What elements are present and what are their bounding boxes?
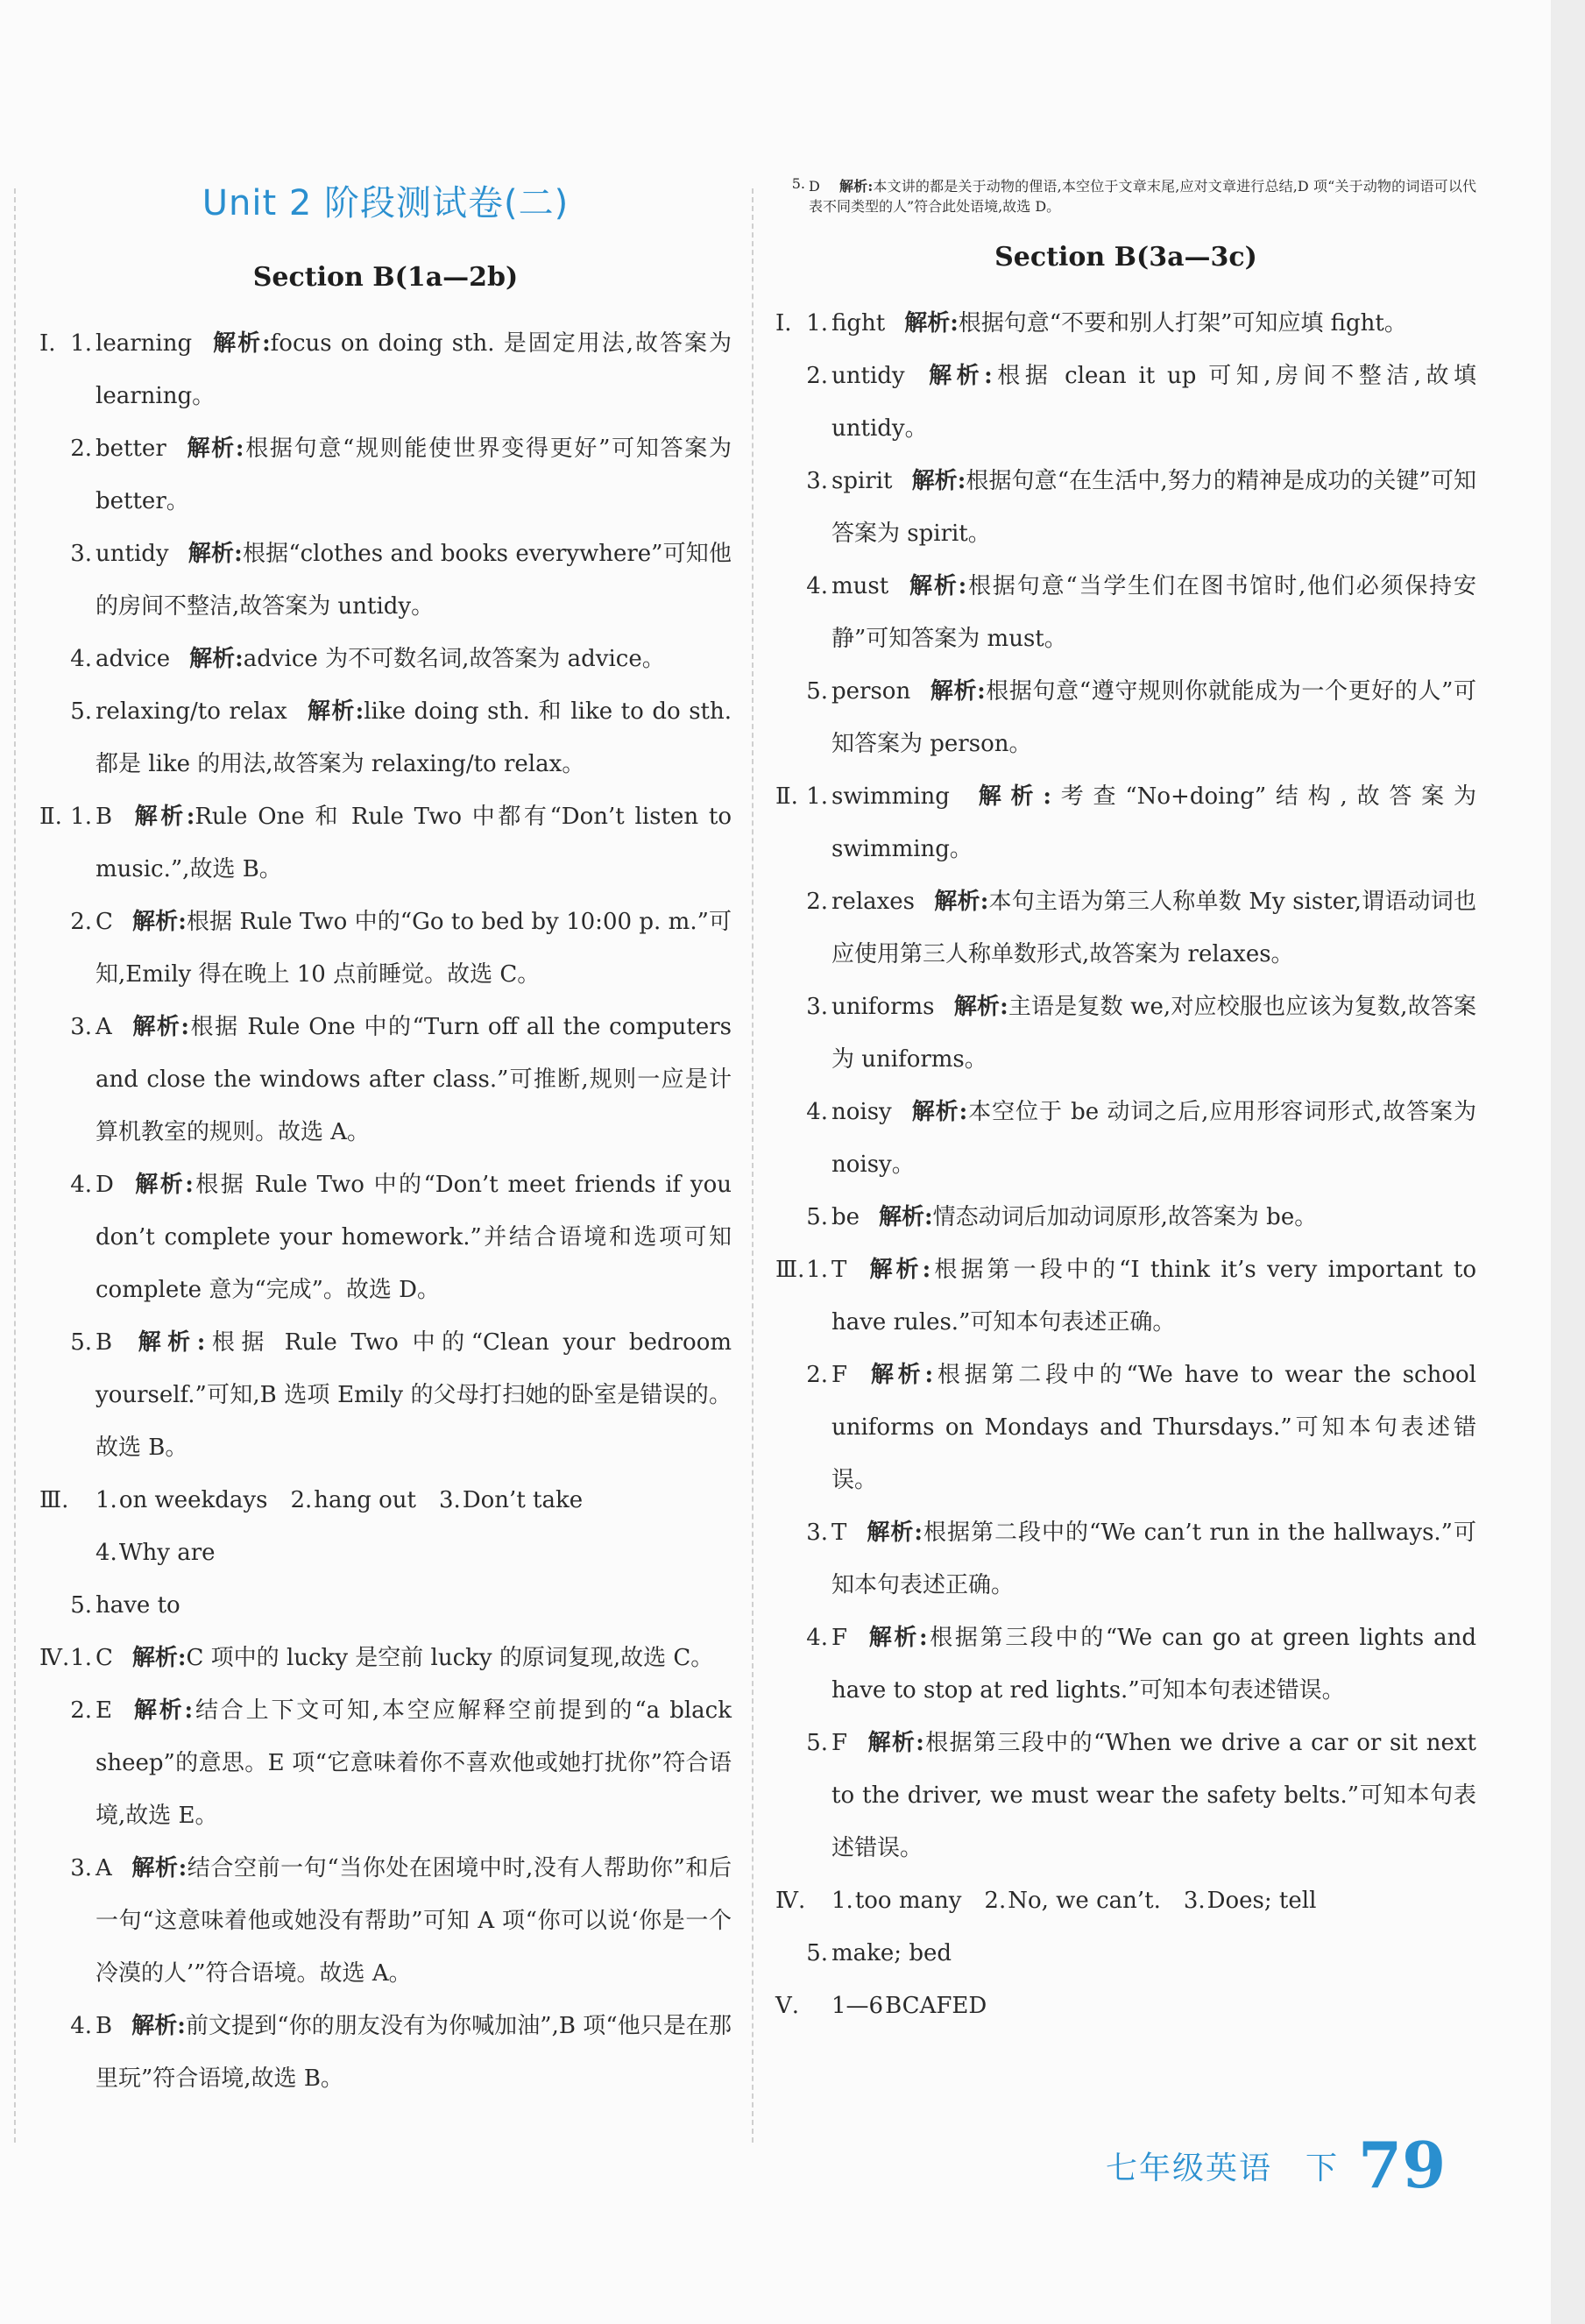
answer: Don’t take <box>462 1487 584 1513</box>
answer: learning <box>96 330 193 357</box>
item-number: 4. <box>70 646 92 672</box>
analysis-label: 解析: <box>867 1362 934 1388</box>
group-items <box>62 1632 732 2105</box>
analysis-label: 解析: <box>911 468 966 494</box>
analysis-text: 本文讲的都是关于动物的俚语,本空位于文章末尾,应对文章进行总结,D 项“关于动物的词语可以代表不同类型的人”符合此处语境,故选 D。 <box>809 178 1476 215</box>
right-continued-answers <box>775 175 1476 216</box>
item-number: 5. <box>806 1204 828 1230</box>
item-content <box>831 1612 1476 1717</box>
group-roman-numeral: Ⅴ. <box>775 1993 800 2019</box>
question-group <box>39 317 732 790</box>
analysis-label: 解析: <box>930 678 986 705</box>
answer-item <box>62 1316 732 1474</box>
question-group <box>775 770 1476 1243</box>
answer-item <box>798 1717 1476 1874</box>
analysis-label: 解析: <box>185 436 244 462</box>
item-content <box>96 528 732 633</box>
item-number: 1—6 <box>831 1993 884 2019</box>
analysis-label: 解析: <box>211 330 271 357</box>
answer-item <box>798 1927 1476 1980</box>
item-content <box>96 1001 732 1158</box>
item-number: 2. <box>806 1362 828 1388</box>
answer: must <box>831 573 889 599</box>
inline-answers <box>96 1474 732 1579</box>
answer: BCAFED <box>885 1993 987 2019</box>
analysis-label: 解析: <box>968 783 1051 810</box>
item-content <box>831 1086 1476 1191</box>
answer: Why are <box>118 1540 216 1566</box>
item-content <box>831 1717 1476 1874</box>
item-number: 1. <box>70 330 92 357</box>
answer-item <box>798 455 1476 560</box>
item-content <box>831 1506 1476 1612</box>
page-footer <box>1106 2128 1447 2202</box>
left-column <box>39 167 732 2105</box>
item-content <box>831 770 1476 875</box>
group-roman-numeral: Ⅱ. <box>39 804 62 830</box>
answer: B <box>96 1329 113 1356</box>
answer: untidy <box>831 363 905 389</box>
item-content <box>96 1316 732 1474</box>
analysis-label: 解析: <box>188 541 243 567</box>
answer-item <box>62 1158 732 1316</box>
answer: B <box>96 804 113 830</box>
line-spacer <box>62 1474 96 1579</box>
group-items <box>798 770 1476 1243</box>
answer: better <box>96 436 166 462</box>
analysis-text: 根据句意“不要和别人打架”可知应填 fight。 <box>958 310 1407 337</box>
answer-item <box>798 875 1476 981</box>
item-content <box>809 175 1476 216</box>
analysis-text: 根据 Rule One 中的“Turn off all the computers and close the windows after class.”可推断,规则一应是计算机教室的规则。故选 A。 <box>96 1014 732 1145</box>
answer-item <box>798 981 1476 1086</box>
left-margin-divider <box>14 188 16 2143</box>
item-number: 1. <box>806 783 828 810</box>
item-content <box>96 633 732 685</box>
item-number: 1. <box>70 804 92 830</box>
answer: person <box>831 678 911 705</box>
analysis-label: 解析: <box>131 909 187 935</box>
item-number: 1. <box>70 1645 92 1671</box>
group-items <box>62 790 732 1474</box>
analysis-text: advice 为不可数名词,故答案为 advice。 <box>243 646 665 672</box>
answer-item <box>798 665 1476 770</box>
analysis-label: 解析: <box>131 2013 186 2039</box>
item-number: 3. <box>1183 1888 1206 1914</box>
line-spacer <box>798 1980 831 2032</box>
analysis-label: 解析: <box>908 573 967 599</box>
item-content <box>831 560 1476 665</box>
answer: relaxes <box>831 889 916 915</box>
item-number: 2. <box>70 909 92 935</box>
answer-item <box>798 1349 1476 1506</box>
analysis-text: 根据第二段中的“We can’t run in the hallways.”可知本句表述正确。 <box>831 1520 1476 1598</box>
analysis-text: like doing sth. 和 like to do sth. 都是 like 的用法,故答案为 relaxing/to relax。 <box>96 698 732 777</box>
section-title-3a-3c: Section B(3a—3c) <box>994 242 1257 273</box>
inline-answer <box>1184 1874 1317 1927</box>
group-roman-numeral: Ⅰ. <box>39 330 56 357</box>
group-items <box>62 1474 732 1632</box>
answer: hang out <box>314 1487 416 1513</box>
item-number: 1. <box>806 1257 828 1283</box>
answer: have to <box>96 1592 180 1619</box>
answer: D <box>809 178 820 195</box>
answer-item <box>62 2000 732 2105</box>
item-content <box>96 1158 732 1316</box>
analysis-label: 解析: <box>132 1172 194 1198</box>
item-content <box>831 1191 1476 1243</box>
analysis-text: 根据 Rule Two 中的“Don’t meet friends if you don’t complete your homework.”并结合语境和选项可知 complete 意为“完成”。故选 D。 <box>96 1172 732 1303</box>
group-roman-numeral: Ⅲ. <box>39 1487 69 1513</box>
inline-answer <box>831 1980 987 2032</box>
item-number: 2. <box>806 363 828 389</box>
answer: too many <box>854 1888 962 1914</box>
inline-answers <box>831 1874 1476 1927</box>
analysis-label: 解析: <box>953 994 1008 1020</box>
right-answer-groups <box>775 297 1476 2032</box>
item-content <box>96 317 732 422</box>
analysis-label: 解析: <box>867 1625 928 1651</box>
answer: swimming <box>831 783 950 810</box>
analysis-label: 解析: <box>131 1645 187 1671</box>
analysis-text: 根据第三段中的“We can go at green lights and have to stop at red lights.”可知本句表述错误。 <box>831 1625 1476 1704</box>
unit-title: Unit 2 阶段测试卷(二) <box>202 183 570 223</box>
answer: T <box>831 1520 847 1546</box>
answer-item <box>798 1191 1476 1243</box>
analysis-label: 解析: <box>934 889 989 915</box>
analysis-label: 解析: <box>866 1520 923 1546</box>
analysis-text: 根据句意“遵守规则你就能成为一个更好的人”可知答案为 person。 <box>831 678 1476 757</box>
item-number: 3. <box>806 994 828 1020</box>
answer-item <box>798 1086 1476 1191</box>
analysis-text: 根据第三段中的“When we drive a car or sit next to the driver, we must wear the safety belts.”可知本句表述错误。 <box>831 1730 1476 1861</box>
left-answer-groups <box>39 317 732 2105</box>
answer: B <box>96 2013 113 2039</box>
analysis-text: 根据 Rule Two 中的“Clean your bedroom yourself.”可知,B 选项 Emily 的父母打扫她的卧室是错误的。故选 B。 <box>96 1329 732 1461</box>
item-content <box>831 1349 1476 1506</box>
item-number: 5. <box>70 1592 92 1619</box>
item-content <box>96 896 732 1001</box>
analysis-text: 根据“clothes and books everywhere”可知他的房间不整洁,故答案为 untidy。 <box>96 541 732 620</box>
question-group <box>775 297 1476 770</box>
item-content <box>96 790 732 896</box>
item-number: 2. <box>70 436 92 462</box>
analysis-label: 解析: <box>131 804 195 830</box>
answer-item <box>62 790 732 896</box>
analysis-text: 考查“No+doing”结构,故答案为 swimming。 <box>831 783 1476 862</box>
analysis-text: 前文提到“你的朋友没有为你喊加油”,B 项“他只是在那里玩”符合语境,故选 B。 <box>96 2013 732 2092</box>
answer: E <box>96 1697 112 1724</box>
analysis-label: 解析: <box>131 1855 188 1881</box>
answer-item <box>798 1612 1476 1717</box>
answer-item <box>798 1243 1476 1349</box>
answer: Does; tell <box>1206 1888 1317 1914</box>
item-number: 2. <box>70 1697 92 1724</box>
item-content <box>831 455 1476 560</box>
inline-answer-line <box>798 1980 1476 2032</box>
answer: A <box>96 1855 112 1881</box>
analysis-label: 解析: <box>131 1697 194 1724</box>
item-content <box>96 1842 732 2000</box>
group-items <box>62 317 732 790</box>
answer: No, we can’t. <box>1008 1888 1161 1914</box>
inline-answer <box>96 1527 216 1579</box>
analysis-text: 根据第一段中的“I think it’s very important to have rules.”可知本句表述正确。 <box>831 1257 1476 1336</box>
analysis-text: 根据句意“当学生们在图书馆时,他们必须保持安静”可知答案为 must。 <box>831 573 1476 652</box>
analysis-text: C 项中的 lucky 是空前 lucky 的原词复现,故选 C。 <box>186 1645 714 1671</box>
question-group <box>775 1243 1476 1874</box>
item-number: 3. <box>439 1487 461 1513</box>
inline-answer <box>290 1474 416 1527</box>
right-column <box>775 175 1476 2032</box>
item-number: 4. <box>806 1099 828 1125</box>
answer: A <box>96 1014 112 1040</box>
item-number: 3. <box>70 1014 92 1040</box>
item-number: 3. <box>806 468 828 494</box>
column-divider <box>752 188 754 2143</box>
item-number: 3. <box>70 1855 92 1881</box>
item-number: 5. <box>70 1329 92 1356</box>
analysis-text: 本空位于 be 动词之后,应用形容词形式,故答案为 noisy。 <box>831 1099 1476 1178</box>
answer-item <box>62 317 732 422</box>
grade-label: 七年级英语 下 <box>1106 2150 1340 2186</box>
analysis-label: 解析: <box>131 1329 206 1356</box>
answer: F <box>831 1730 848 1756</box>
answer: F <box>831 1625 848 1651</box>
answer: T <box>831 1257 847 1283</box>
answer: F <box>831 1362 848 1388</box>
group-roman-numeral: Ⅲ. <box>775 1257 805 1283</box>
inline-answer <box>984 1874 1160 1927</box>
analysis-text: 结合上下文可知,本空应解释空前提到的“a black sheep”的意思。E 项“它意味着你不喜欢他或她打扰你”符合语境,故选 E。 <box>96 1697 732 1829</box>
answer: be <box>831 1204 860 1230</box>
answer-item <box>798 1506 1476 1612</box>
answer-item <box>62 1684 732 1842</box>
inline-answers <box>831 1980 1476 2032</box>
question-group <box>39 1632 732 2105</box>
analysis-label: 解析: <box>923 363 993 389</box>
inline-answer <box>96 1474 267 1527</box>
item-content <box>96 422 732 528</box>
item-content <box>831 297 1476 350</box>
group-roman-numeral: Ⅳ. <box>775 1888 806 1914</box>
page-edge <box>1551 0 1585 2324</box>
analysis-text: 本句主语为第三人称单数 My sister,谓语动词也应使用第三人称单数形式,故答案为 relaxes。 <box>831 889 1476 967</box>
item-number: 5. <box>806 678 828 705</box>
group-roman-numeral: Ⅱ. <box>775 783 798 810</box>
answer-item <box>798 770 1476 875</box>
answer-item <box>798 297 1476 350</box>
answer-item <box>62 422 732 528</box>
item-number: 4. <box>96 1540 117 1566</box>
answer: C <box>96 1645 113 1671</box>
analysis-text: Rule One 和 Rule Two 中都有“Don’t listen to music.”,故选 B。 <box>96 804 732 882</box>
item-number: 2. <box>806 889 828 915</box>
analysis-label: 解析: <box>867 1730 924 1756</box>
analysis-label: 解析: <box>838 178 874 195</box>
answer-item <box>62 1001 732 1158</box>
item-number: 5. <box>791 175 805 192</box>
inline-answer-line <box>62 1474 732 1579</box>
page-number: 79 <box>1358 2128 1447 2202</box>
answer-item <box>62 633 732 685</box>
item-number: 1. <box>806 310 828 337</box>
item-content <box>831 350 1476 455</box>
answer: fight <box>831 310 886 337</box>
item-content <box>831 981 1476 1086</box>
line-spacer <box>798 1874 831 1927</box>
item-number: 3. <box>70 541 92 567</box>
item-number: 4. <box>70 1172 92 1198</box>
answer: advice <box>96 646 171 672</box>
question-group <box>775 1980 1476 2032</box>
analysis-label: 解析: <box>904 310 959 337</box>
answer: make; bed <box>831 1940 952 1966</box>
item-content <box>96 2000 732 2105</box>
item-number: 5. <box>806 1730 828 1756</box>
answer-item <box>62 1842 732 2000</box>
analysis-text: 根据 Rule Two 中的“Go to bed by 10:00 p. m.”可知,Emily 得在晚上 10 点前睡觉。故选 C。 <box>96 909 732 988</box>
item-number: 1. <box>831 1888 853 1914</box>
group-items <box>798 297 1476 770</box>
analysis-label: 解析: <box>910 1099 968 1125</box>
answer-item <box>798 350 1476 455</box>
answer: uniforms <box>831 994 935 1020</box>
answer-item <box>798 560 1476 665</box>
answer: on weekdays <box>118 1487 268 1513</box>
item-number: 4. <box>70 2013 92 2039</box>
analysis-text: 主语是复数 we,对应校服也应该为复数,故答案为 uniforms。 <box>831 994 1476 1073</box>
group-items <box>798 1243 1476 1874</box>
question-group <box>39 790 732 1474</box>
answer: noisy <box>831 1099 892 1125</box>
answer-item <box>62 1632 732 1684</box>
analysis-text: 根据第二段中的“We have to wear the school uniforms on Mondays and Thursdays.”可知本句表述错误。 <box>831 1362 1476 1493</box>
section-title-1a-2b: Section B(1a—2b) <box>252 262 519 293</box>
analysis-label: 解析: <box>131 1014 189 1040</box>
answer-item <box>775 175 1476 216</box>
item-number: 3. <box>806 1520 828 1546</box>
analysis-label: 解析: <box>189 646 244 672</box>
analysis-text: 结合空前一句“当你处在困境中时,没有人帮助你”和后一句“这意味着他或她没有帮助”可知 A 项“你可以说‘你是一个冷漠的人’”符合语境。故选 A。 <box>96 1855 732 1987</box>
item-content <box>96 1579 732 1632</box>
item-content <box>96 685 732 790</box>
inline-answer <box>439 1474 583 1527</box>
question-group <box>39 1474 732 1632</box>
item-content <box>831 665 1476 770</box>
analysis-text: 根据 clean it up 可知,房间不整洁,故填 untidy。 <box>831 363 1476 442</box>
item-number: 2. <box>290 1487 313 1513</box>
group-items <box>798 1980 1476 2032</box>
inline-answer <box>831 1874 961 1927</box>
group-roman-numeral: Ⅰ. <box>775 310 792 337</box>
answer: D <box>96 1172 114 1198</box>
item-content <box>831 875 1476 981</box>
answer: relaxing/to relax <box>96 698 287 725</box>
analysis-label: 解析: <box>866 1257 931 1283</box>
analysis-label: 解析: <box>306 698 364 725</box>
inline-answer-line <box>798 1874 1476 1927</box>
group-items <box>798 1874 1476 1980</box>
analysis-text: 根据句意“在生活中,努力的精神是成功的关键”可知答案为 spirit。 <box>831 468 1476 547</box>
item-number: 5. <box>806 1940 828 1966</box>
answer-item <box>62 1579 732 1632</box>
answer-item <box>62 685 732 790</box>
analysis-text: 情态动词后加动词原形,故答案为 be。 <box>932 1204 1318 1230</box>
answer-item <box>62 528 732 633</box>
group-roman-numeral: Ⅳ. <box>39 1645 70 1671</box>
answer-item <box>62 896 732 1001</box>
item-number: 4. <box>806 573 828 599</box>
item-content <box>831 1243 1476 1349</box>
item-number: 1. <box>96 1487 117 1513</box>
analysis-label: 解析: <box>879 1204 933 1230</box>
item-number: 5. <box>70 698 92 725</box>
analysis-text: focus on doing sth. 是固定用法,故答案为 learning。 <box>96 330 732 409</box>
item-number: 2. <box>984 1888 1007 1914</box>
analysis-text: 根据句意“规则能使世界变得更好”可知答案为 better。 <box>96 436 732 514</box>
item-number: 4. <box>806 1625 828 1651</box>
answer: spirit <box>831 468 893 494</box>
item-content <box>831 1927 1476 1980</box>
item-content <box>96 1684 732 1842</box>
item-content <box>96 1632 732 1684</box>
question-group <box>775 1874 1476 1980</box>
answer: untidy <box>96 541 169 567</box>
answer: C <box>96 909 113 935</box>
